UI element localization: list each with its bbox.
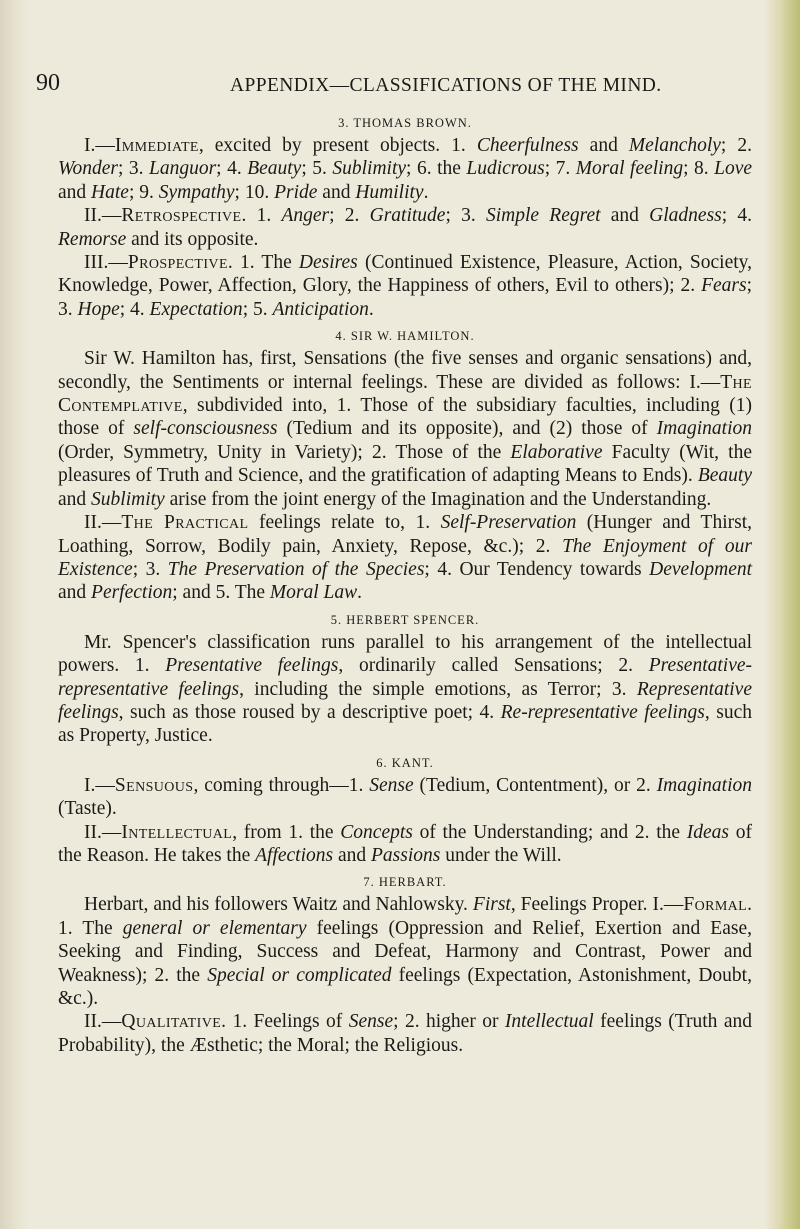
paragraph-brown-retrospective: II.—Retrospective. 1. Anger; 2. Gratitude; 3. Simple Regret and Gladness; 4. Remorse and its opposite. — [58, 205, 753, 250]
paragraph-hamilton-contemplative: Sir W. Hamilton has, first, Sensations (the five senses and organic sensations) and, secondly, the Sentiments or internal feelings. These are divided as follows: I.—The Contemplative, subdivided into, 1. Those of the subsidiary faculties, including (1) those of self-consciousness (Tedium and its opposite), and (2) those of Imagination (Order, Symmetry, Unity in Variety); 2. Those of the Elaborative Faculty (Wit, the pleasures of Truth and Science, and the gratification of adapting Means to Ends). Beauty and Sublimity arise from the joint energy of the Imagination and the Understanding. — [58, 348, 753, 510]
paragraph-herbart-qualitative: II.—Qualitative. 1. Feelings of Sense; 2. higher or Intellectual feelings (Truth and Probability), the Æsthetic; the Moral; the Religious. — [58, 1011, 753, 1056]
binding-shadow — [0, 0, 30, 1229]
section-heading-kant: 6. KANT. — [376, 755, 434, 770]
section-heading-hamilton: 4. SIR W. HAMILTON. — [335, 329, 475, 344]
paragraph-kant-intellectual: II.—Intellectual, from 1. the Concepts of the Understanding; and 2. the Ideas of the Reason. He takes the Affections and Passions under the Will. — [58, 821, 752, 866]
paragraph-brown-immediate: I.—Immediate, excited by present objects. 1. Cheerfulness and Melancholy; 2. Wonder; 3. Languor; 4. Beauty; 5. Sublimity; 6. the Ludicrous; 7. Moral feeling; 8. Love and Hate; 9. Sympathy; 10. Pride and Humility. — [58, 135, 753, 203]
paragraph-kant-sensuous: I.—Sensuous, coming through—1. Sense (Tedium, Contentment), or 2. Imagination (Taste). — [58, 774, 752, 820]
section-heading-spencer: 5. HERBERT SPENCER. — [330, 612, 480, 627]
running-head — [36, 70, 752, 108]
paragraph-herbart-formal: Herbart, and his followers Waitz and Nahlowsky. First, Feelings Proper. I.—Formal. 1. The general or elementary feelings (Oppression and Relief, Exertion and Ease, Seeking and Finding, Success and Defeat, Harmony and Contrast, Power and Weakness); 2. the Special or complicated feelings (Expectation, Astonishment, Doubt, &c.). — [58, 894, 753, 1009]
book-page — [36, 70, 753, 1057]
paragraph-hamilton-practical: II.—The Practical feelings relate to, 1. Self-Preservation (Hunger and Thirst, Loathing, Sorrow, Bodily pain, Anxiety, Repose, &c.); 2. The Enjoyment of our Existence; 3. The Preservation of the Species; 4. Our Tendency towards Development and Perfection; and 5. The Moral Law. — [58, 512, 753, 604]
running-title: APPENDIX—CLASSIFICATIONS OF THE MIND. — [230, 75, 662, 96]
page-edge — [764, 0, 800, 1229]
section-heading-herbart: 7. HERBART. — [363, 875, 447, 890]
section-heading-brown: 3. THOMAS BROWN. — [338, 116, 472, 130]
paragraph-brown-prospective: III.—Prospective. 1. The Desires (Continued Existence, Pleasure, Action, Society, Knowledge, Power, Affection, Glory, the Happiness of others, Evil to others); 2. Fears; 3. Hope; 4. Expectation; 5. Anticipation. — [58, 252, 752, 320]
paragraph-spencer: Mr. Spencer's classification runs parallel to his arrangement of the intellectual powers. 1. Presentative feelings, ordinarily called Sensations; 2. Presentative-representative feelings, including the simple emotions, as Terror; 3. Representative feelings, such as those roused by a descriptive poet; 4. Re-representative feelings, such as Property, Justice. — [58, 631, 752, 747]
page-number: 90 — [36, 70, 60, 96]
